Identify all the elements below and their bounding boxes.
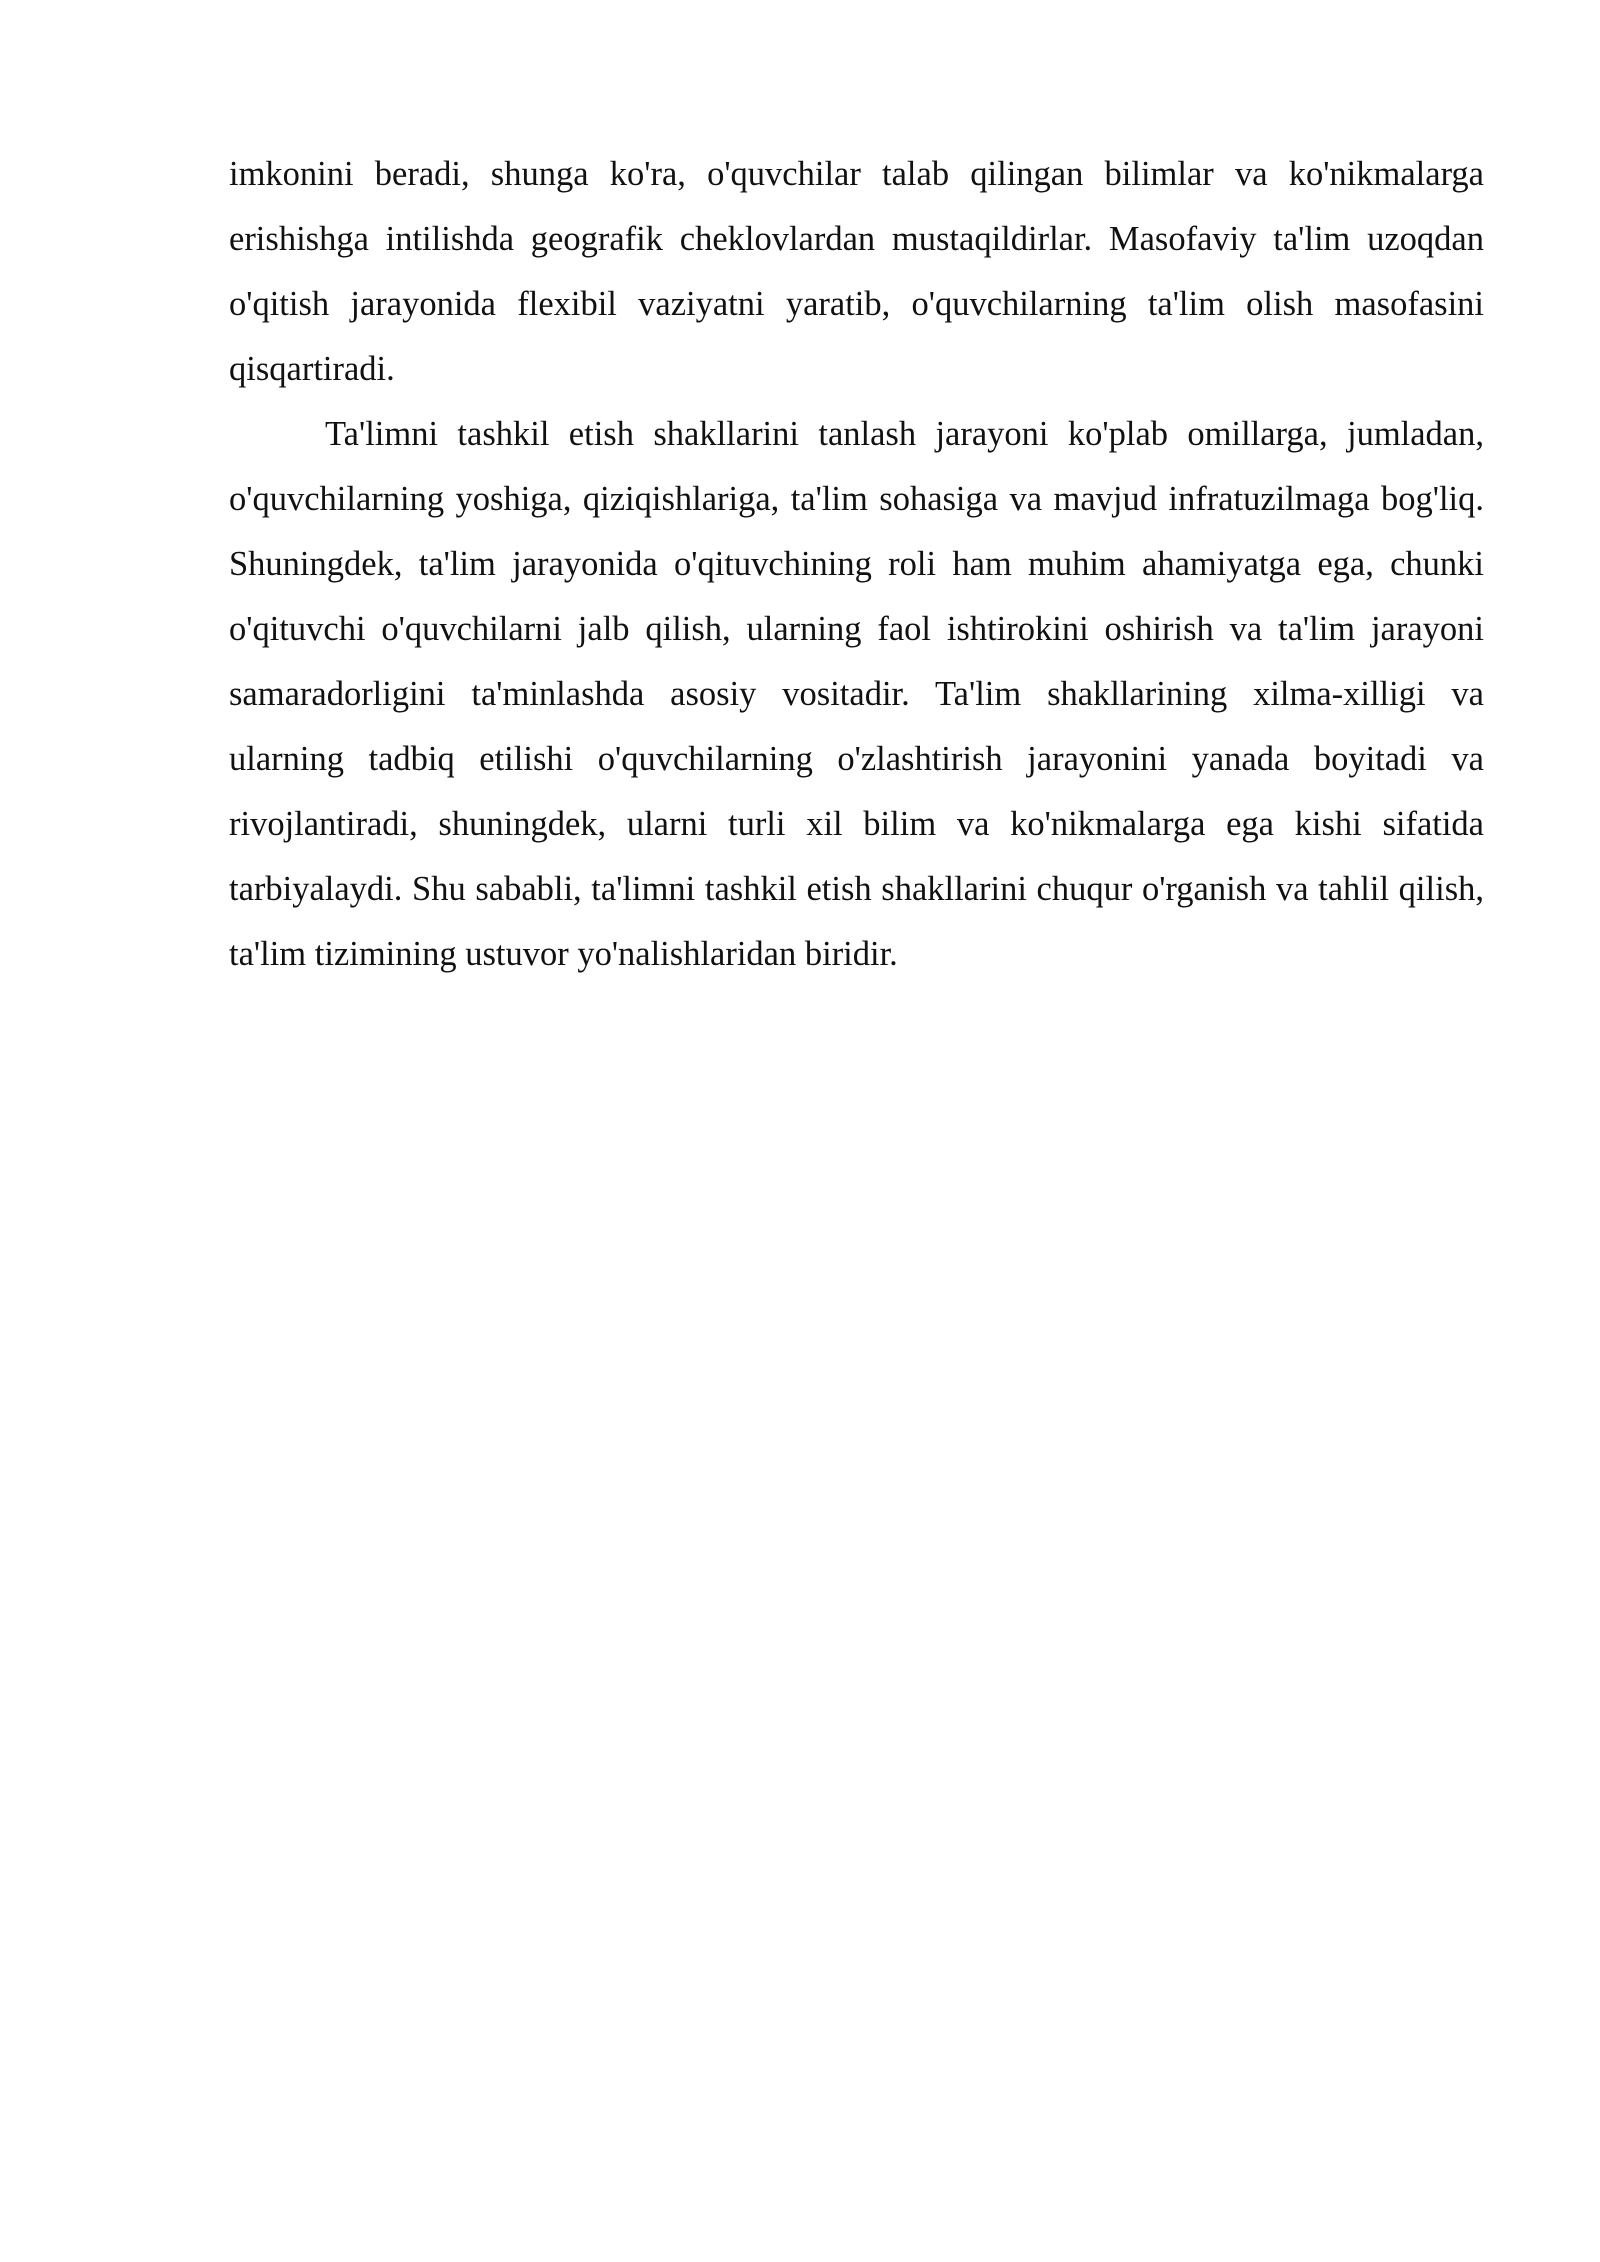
paragraph-1: imkonini beradi, shunga ko'ra, o'quvchilar talab qilingan bilimlar va ko'nikmalarga erishishga intilishda geografik cheklovlardan mustaqildirlar. Masofaviy ta'lim uzoqdan o'qitish jarayonida flexibil vaziyatni yaratib, o'quvchilarning ta'lim olish masofasini qisqartiradi. — [229, 155, 1484, 388]
paragraph-2: Ta'limni tashkil etish shakllarini tanlash jarayoni ko'plab omillarga, jumladan, o'quvchilarning yoshiga, qiziqishlariga, ta'lim sohasiga va mavjud infratuzilmaga bog'liq. Shuningdek, ta'lim jarayonida o'qituvchining roli ham muhim ahamiyatga ega, chunki o'qituvchi o'quvchilarni jalb qilish, ularning faol ishtirokini oshirish va ta'lim jarayoni samaradorligini ta'minlashda asosiy vositadir. Ta'lim shakllarining xilma-xilligi va ularning tadbiq etilishi o'quvchilarning o'zlashtirish jarayonini yanada boyitadi va rivojlantiradi, shuningdek, ularni turli xil bilim va ko'nikmalarga ega kishi sifatida tarbiyalaydi. Shu sababli, ta'limni tashkil etish shakllarini chuqur o'rganish va tahlil qilish, ta'lim tizimining ustuvor yo'nalishlaridan biridir. — [229, 415, 1484, 973]
document-body — [229, 142, 1484, 987]
